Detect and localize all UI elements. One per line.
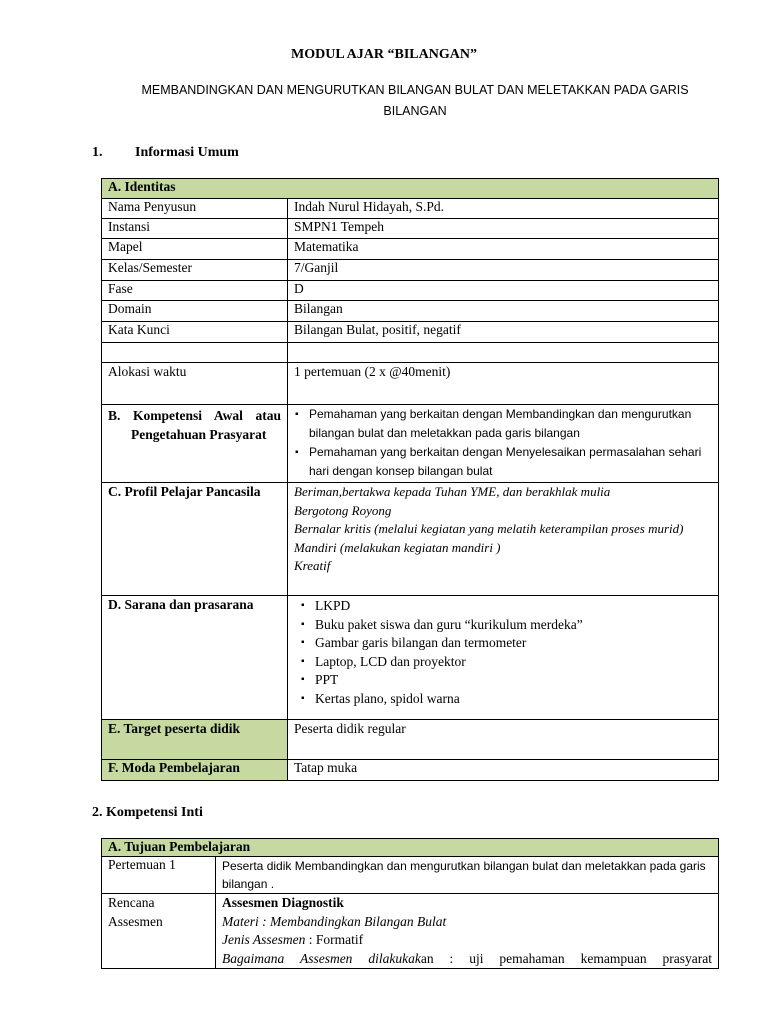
sarana-value xyxy=(288,596,719,720)
moda-value: Tatap muka xyxy=(288,760,719,781)
target-row xyxy=(102,720,719,760)
moda-row xyxy=(102,760,719,781)
row-label xyxy=(102,343,288,363)
row-value: 7/Ganjil xyxy=(288,260,719,281)
table-row xyxy=(102,322,719,343)
jenis-value: : Formatif xyxy=(305,932,364,947)
list-item: ▪ Pemahaman yang berkaitan dengan Menyelesaikan permasalahan sehari hari dengan konsep bilangan bulat xyxy=(309,443,712,481)
rencana-heading: Assesmen Diagnostik xyxy=(222,895,344,910)
row-label: Kata Kunci xyxy=(102,322,288,343)
table-row xyxy=(102,239,719,260)
kompetensi-awal-label xyxy=(102,405,288,483)
kompetensi-awal-label-line1: B. Kompetensi Awal atau xyxy=(108,408,281,423)
kompetensi-awal-row xyxy=(102,405,719,483)
list-item: ▪ Gambar garis bilangan dan termometer xyxy=(315,634,712,653)
row-label: Alokasi waktu xyxy=(102,363,288,405)
table-row xyxy=(102,260,719,281)
row-value: SMPN1 Tempeh xyxy=(288,219,719,239)
bagaimana-label: Bagaimana Assesmen dilakukak xyxy=(222,950,421,966)
row-value: Bilangan xyxy=(288,301,719,322)
jenis-label: Jenis Assesmen xyxy=(222,932,306,947)
table-row xyxy=(102,281,719,301)
kompetensi-awal-value xyxy=(288,405,719,483)
rencana-bagaimana xyxy=(222,950,712,969)
row-value: Matematika xyxy=(288,239,719,260)
sarana-label: D. Sarana dan prasarana xyxy=(102,596,288,720)
rencana-materi: Materi : Membandingkan Bilangan Bulat xyxy=(222,913,447,929)
profil-pancasila-label: C. Profil Pelajar Pancasila xyxy=(102,483,288,596)
row-label: Instansi xyxy=(102,219,288,239)
rencana-row xyxy=(102,894,719,969)
rencana-label xyxy=(102,894,216,969)
table-row-empty xyxy=(102,343,719,363)
row-value: D xyxy=(288,281,719,301)
section-2-heading: 2. Kompetensi Inti xyxy=(92,805,203,820)
rencana-value xyxy=(216,894,719,969)
table-row xyxy=(102,199,719,219)
sarana-row xyxy=(102,596,719,720)
document-title: MODUL AJAR “BILANGAN” xyxy=(291,47,477,62)
pertemuan-label: Pertemuan 1 xyxy=(102,857,216,894)
table-row xyxy=(102,301,719,322)
profil-line: Bernalar kritis (melalui kegiatan yang melatih keterampilan proses murid) xyxy=(294,521,684,536)
informasi-umum-table xyxy=(101,178,719,781)
rencana-jenis xyxy=(222,931,712,950)
list-item: ▪ Buku paket siswa dan guru “kurikulum merdeka” xyxy=(315,616,712,635)
rencana-label-line2: Assesmen xyxy=(108,913,163,929)
pertemuan-row xyxy=(102,857,719,894)
list-item: ▪ Kertas plano, spidol warna xyxy=(315,690,712,709)
table-row xyxy=(102,363,719,405)
profil-line: Kreatif xyxy=(294,558,331,573)
target-value: Peserta didik regular xyxy=(288,720,719,760)
row-label: Mapel xyxy=(102,239,288,260)
list-item: ▪ PPT xyxy=(315,671,712,690)
row-value: 1 pertemuan (2 x @40menit) xyxy=(288,363,719,405)
profil-pancasila-row xyxy=(102,483,719,596)
row-value: Indah Nurul Hidayah, S.Pd. xyxy=(288,199,719,219)
tujuan-header: A. Tujuan Pembelajaran xyxy=(102,839,719,857)
row-label: Kelas/Semester xyxy=(102,260,288,281)
pertemuan-value: Peserta didik Membandingkan dan mengurutkan bilangan bulat dan meletakkan pada garis bilangan . xyxy=(216,857,719,894)
profil-line: Beriman,bertakwa kepada Tuhan YME, dan berakhlak mulia xyxy=(294,484,611,499)
moda-label: F. Moda Pembelajaran xyxy=(102,760,288,781)
section-1-number: 1. xyxy=(92,145,103,160)
profil-line: Bergotong Royong xyxy=(294,502,392,518)
rencana-label-line1: Rencana xyxy=(108,895,155,910)
kompetensi-awal-label-line2: Pengetahuan Prasyarat xyxy=(131,427,267,442)
row-label: Fase xyxy=(102,281,288,301)
list-item: ▪ LKPD xyxy=(315,597,712,616)
list-item: ▪ Pemahaman yang berkaitan dengan Membandingkan dan mengurutkan bilangan bulat dan meletakkan pada garis bilangan xyxy=(309,405,712,443)
list-item: ▪ Laptop, LCD dan proyektor xyxy=(315,653,712,672)
document-subtitle: MEMBANDINGKAN DAN MENGURUTKAN BILANGAN BULAT DAN MELETAKKAN PADA GARIS BILANGAN xyxy=(141,83,689,118)
table-row xyxy=(102,219,719,239)
row-label: Domain xyxy=(102,301,288,322)
identitas-header: A. Identitas xyxy=(102,179,719,199)
section-1-title: Informasi Umum xyxy=(135,145,239,160)
row-label: Nama Penyusun xyxy=(102,199,288,219)
bagaimana-value: an : uji pemahaman kemampuan prasyarat xyxy=(420,950,712,966)
kompetensi-inti-table xyxy=(101,838,719,969)
row-value: Bilangan Bulat, positif, negatif xyxy=(288,322,719,343)
target-label: E. Target peserta didik xyxy=(102,720,288,760)
profil-line: Mandiri (melakukan kegiatan mandiri ) xyxy=(294,539,501,555)
row-value xyxy=(288,343,719,363)
profil-pancasila-value xyxy=(288,483,719,596)
